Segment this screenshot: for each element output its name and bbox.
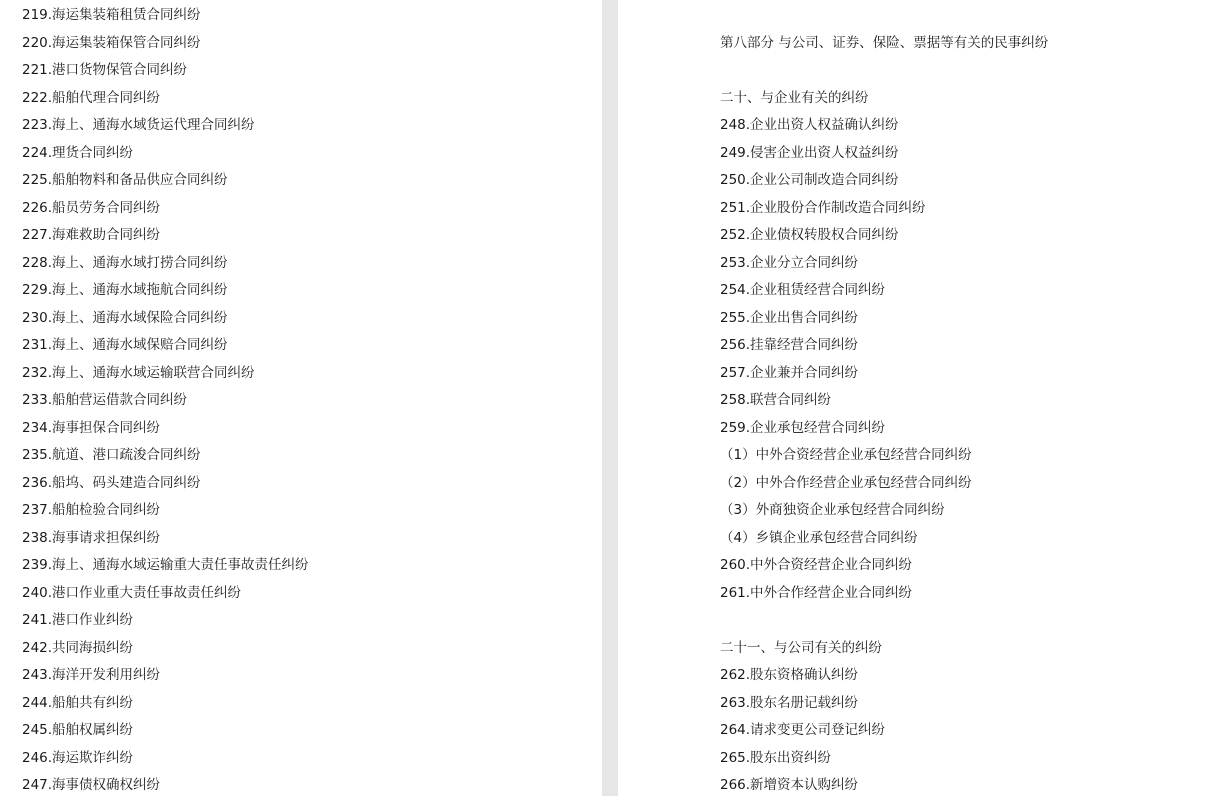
text-line: 241.港口作业纠纷: [22, 612, 134, 628]
text-line: 221.港口货物保管合同纠纷: [22, 62, 188, 78]
text-line: 242.共同海损纠纷: [22, 639, 134, 656]
text-line: 243.海洋开发利用纠纷: [22, 667, 161, 683]
text-line: 224.理货合同纠纷: [22, 144, 134, 161]
text-line: 第八部分 与公司、证券、保险、票据等有关的民事纠纷: [720, 34, 1049, 51]
text-line: 230.海上、通海水域保险合同纠纷: [22, 309, 228, 326]
text-line: （4）乡镇企业承包经营合同纠纷: [720, 529, 918, 546]
text-line: 244.船舶共有纠纷: [22, 694, 134, 711]
text-line: 229.海上、通海水域拖航合同纠纷: [22, 282, 228, 298]
text-line: 231.海上、通海水域保赔合同纠纷: [22, 337, 228, 353]
text-line: 255.企业出售合同纠纷: [720, 309, 859, 326]
text-line: 248.企业出资人权益确认纠纷: [720, 117, 899, 133]
text-line: 245.船舶权属纠纷: [22, 722, 134, 738]
text-line: 238.海事请求担保纠纷: [22, 529, 161, 546]
text-line: 219.海运集装箱租赁合同纠纷: [22, 7, 201, 23]
text-line: 250.企业公司制改造合同纠纷: [720, 172, 899, 188]
text-line: 252.企业债权转股权合同纠纷: [720, 227, 899, 243]
text-line: 253.企业分立合同纠纷: [720, 254, 859, 271]
text-line: 236.船坞、码头建造合同纠纷: [22, 474, 201, 491]
text-line: 254.企业租赁经营合同纠纷: [720, 282, 886, 298]
text-line: 225.船舶物料和备品供应合同纠纷: [22, 172, 228, 188]
right-page-text: [720, 30, 1048, 796]
text-line: 237.船舶检验合同纠纷: [22, 502, 161, 518]
text-line: （1）中外合资经营企业承包经营合同纠纷: [720, 447, 972, 463]
page-gutter: [602, 0, 618, 796]
text-line: 235.航道、港口疏浚合同纠纷: [22, 447, 201, 463]
text-line: 260.中外合资经营企业合同纠纷: [720, 557, 913, 573]
text-line: 234.海事担保合同纠纷: [22, 419, 161, 436]
text-line: 263.股东名册记载纠纷: [720, 694, 859, 711]
text-line: 258.联营合同纠纷: [720, 392, 832, 408]
text-line: 247.海事债权确权纠纷: [22, 777, 161, 793]
text-line: 232.海上、通海水域运输联营合同纠纷: [22, 364, 255, 381]
text-line: 228.海上、通海水域打捞合同纠纷: [22, 254, 228, 271]
document-page-right: [618, 0, 1221, 796]
blank-line: [720, 607, 1048, 635]
text-line: 227.海难救助合同纠纷: [22, 227, 161, 243]
document-page-left: [0, 0, 602, 796]
text-line: （2）中外合作经营企业承包经营合同纠纷: [720, 474, 972, 491]
text-line: 259.企业承包经营合同纠纷: [720, 419, 886, 436]
text-line: 266.新增资本认购纠纷: [720, 777, 859, 793]
text-line: 261.中外合作经营企业合同纠纷: [720, 584, 913, 601]
text-line: 223.海上、通海水域货运代理合同纠纷: [22, 117, 255, 133]
text-line: 262.股东资格确认纠纷: [720, 667, 859, 683]
text-line: 240.港口作业重大责任事故责任纠纷: [22, 584, 242, 601]
text-line: 265.股东出资纠纷: [720, 749, 832, 766]
text-line: 249.侵害企业出资人权益纠纷: [720, 144, 899, 161]
text-line: 239.海上、通海水域运输重大责任事故责任纠纷: [22, 557, 309, 573]
left-page-text: [22, 2, 309, 796]
text-line: 二十一、与公司有关的纠纷: [720, 639, 882, 656]
text-line: （3）外商独资企业承包经营合同纠纷: [720, 502, 945, 518]
text-line: 257.企业兼并合同纠纷: [720, 364, 859, 381]
text-line: 226.船员劳务合同纠纷: [22, 199, 161, 216]
text-line: 264.请求变更公司登记纠纷: [720, 722, 886, 738]
text-line: 222.船舶代理合同纠纷: [22, 89, 161, 106]
text-line: 233.船舶营运借款合同纠纷: [22, 392, 188, 408]
text-line: 二十、与企业有关的纠纷: [720, 89, 869, 106]
blank-line: [720, 57, 1048, 85]
text-line: 246.海运欺诈纠纷: [22, 749, 134, 766]
text-line: 256.挂靠经营合同纠纷: [720, 337, 859, 353]
text-line: 220.海运集装箱保管合同纠纷: [22, 34, 201, 51]
text-line: 251.企业股份合作制改造合同纠纷: [720, 199, 926, 216]
